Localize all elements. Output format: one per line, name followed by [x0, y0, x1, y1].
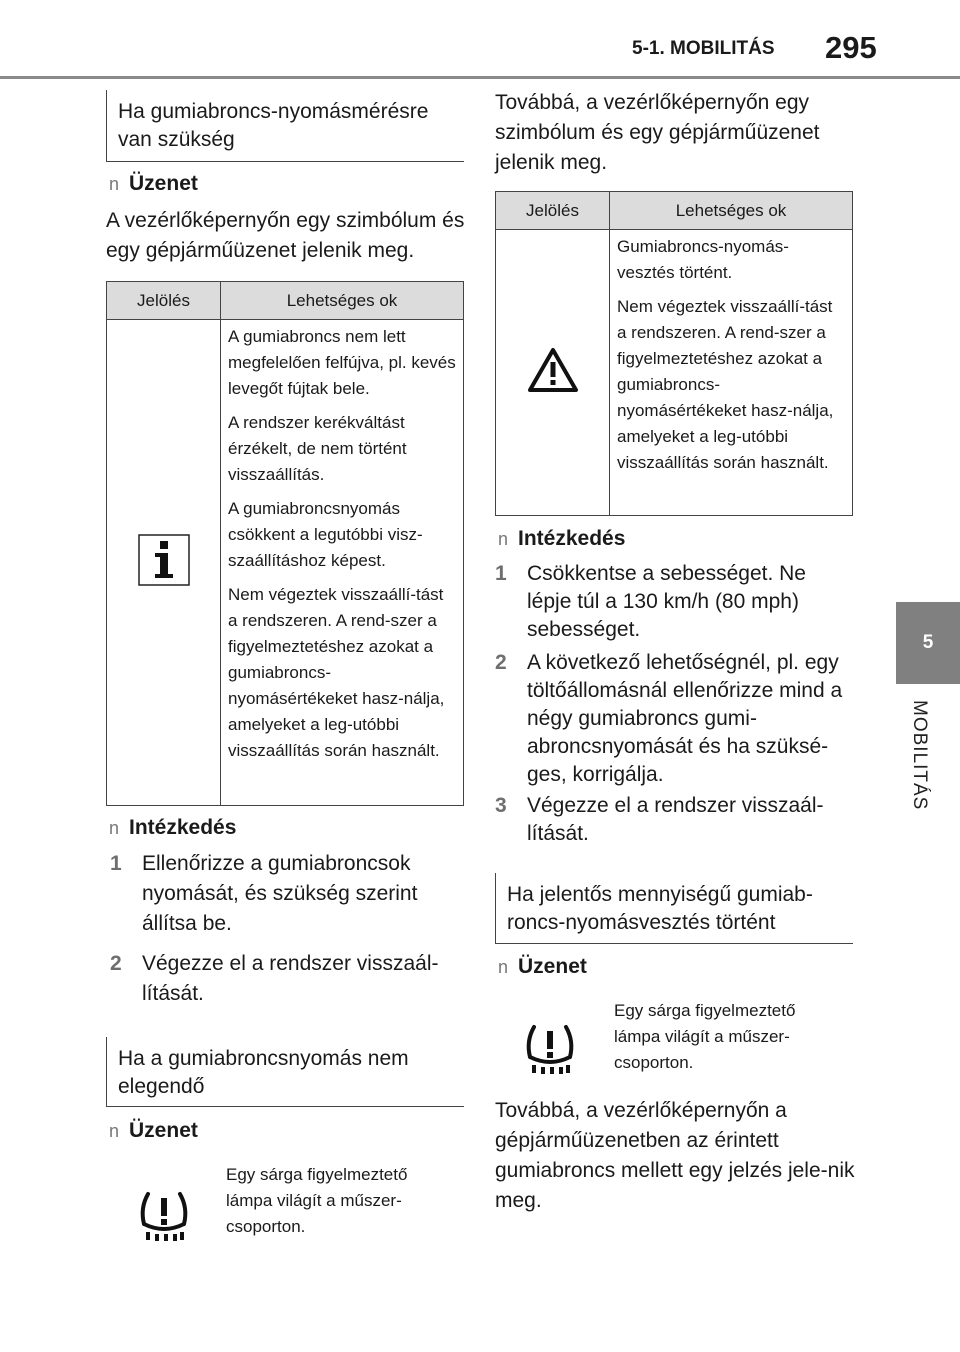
- reason-item: A gumiabroncs nem lett megfelelően felfújva, pl. kevés levegőt fújtak bele.: [228, 327, 456, 398]
- info-i-icon: [138, 534, 190, 586]
- intro-paragraph: A vezérlőképernyőn egy szimbólum és egy gépjárműüzenet jelenik meg.: [106, 209, 465, 262]
- section-heading-pressure-check: [106, 90, 464, 162]
- table-cell-reasons: [610, 230, 853, 516]
- table-header-symbol: Jelölés: [107, 282, 221, 320]
- action-label: [109, 816, 236, 840]
- table-header-symbol: Jelölés: [496, 192, 610, 230]
- table-cell-symbol: [496, 230, 610, 516]
- step-text: Ellenőrizze a gumiabroncsok nyomását, és szükség szerint állítsa be.: [142, 852, 418, 935]
- reason-item: Nem végeztek visszaállí-tást a rendszeren. A rend-szer a figyelmeztetéshez azokat a gumiabroncs-nyomásértékeket hasz-nálja, amelyeket a leg-utóbbi visszaállítás során használt.: [617, 297, 834, 472]
- page-number: 295: [825, 30, 877, 65]
- reason-table: [106, 281, 464, 806]
- step-item: [110, 849, 470, 939]
- chapter-label: MOBILITÁS: [909, 700, 930, 811]
- table-cell-reasons: [221, 320, 464, 806]
- step-number: 1: [495, 562, 507, 585]
- step-number: 1: [110, 852, 122, 875]
- message-label: [109, 172, 198, 196]
- reason-table: [495, 191, 853, 516]
- message-label-text: Üzenet: [129, 172, 198, 195]
- reason-item: A gumiabroncsnyomás csökkent a legutóbbi visz-szaállításhoz képest.: [228, 499, 423, 570]
- tire-pressure-warning-icon: [136, 1190, 192, 1242]
- action-label-text: Intézkedés: [518, 527, 626, 550]
- reason-item: Gumiabroncs-nyomás-vesztés történt.: [617, 237, 789, 282]
- lamp-description: Egy sárga figyelmeztető lámpa világít a műszer-csoporton.: [614, 1001, 796, 1072]
- chapter-tab: 5: [896, 602, 960, 684]
- step-item: [110, 949, 470, 1009]
- message-label: [109, 1119, 198, 1143]
- step-text: Végezze el a rendszer visszaál-lítását.: [527, 794, 824, 845]
- step-item: [495, 792, 855, 848]
- bullet-marker: n: [109, 818, 120, 838]
- bullet-marker: n: [109, 1121, 120, 1141]
- final-paragraph: Továbbá, a vezérlőképernyőn a gépjárműüzenetben az érintett gumiabroncs mellett egy jelzés jele-nik meg.: [495, 1099, 855, 1212]
- step-number: 3: [495, 794, 507, 817]
- tire-pressure-warning-icon: [522, 1023, 578, 1075]
- reason-item: A rendszer kerékváltást érzékelt, de nem történt visszaállítás.: [228, 413, 407, 484]
- lamp-description: Egy sárga figyelmeztető lámpa világít a műszer-csoporton.: [226, 1165, 408, 1236]
- heading-text: Ha gumiabroncs-nyomásmérésre van szükség: [118, 100, 429, 151]
- action-label-text: Intézkedés: [129, 816, 237, 839]
- message-label-text: Üzenet: [518, 955, 587, 978]
- step-text: Csökkentse a sebességet. Ne lépje túl a 130 km/h (80 mph) sebességet.: [527, 562, 806, 641]
- table-header-reason: Lehetséges ok: [221, 282, 464, 320]
- intro-paragraph: Továbbá, a vezérlőképernyőn egy szimbólum és egy gépjárműüzenet jelenik meg.: [495, 91, 820, 174]
- step-number: 2: [110, 952, 122, 975]
- message-label-text: Üzenet: [129, 1119, 198, 1142]
- header-divider: [0, 76, 960, 79]
- bullet-marker: n: [498, 529, 509, 549]
- table-cell-symbol: [107, 320, 221, 806]
- warning-triangle-icon: [527, 347, 579, 393]
- step-text: Végezze el a rendszer visszaál-lítását.: [142, 952, 439, 1005]
- heading-text: Ha a gumiabroncsnyomás nem elegendő: [118, 1047, 409, 1098]
- action-label: [498, 527, 625, 551]
- section-heading-low-pressure: [106, 1037, 464, 1107]
- heading-text: Ha jelentős mennyiségű gumiab-roncs-nyomásvesztés történt: [507, 883, 813, 934]
- bullet-marker: n: [109, 174, 120, 194]
- section-heading-major-loss: [495, 873, 853, 944]
- bullet-marker: n: [498, 957, 509, 977]
- section-title: 5-1. MOBILITÁS: [632, 38, 775, 59]
- message-label: [498, 955, 587, 979]
- step-text: A következő lehetőségnél, pl. egy töltőállomásnál ellenőrizze mind a négy gumiabroncs gumi-abroncsnyomását és ha szüksé-ges, korrigálja.: [527, 651, 843, 786]
- step-item: [495, 649, 855, 789]
- step-item: [495, 560, 855, 644]
- step-number: 2: [495, 651, 507, 674]
- reason-item: Nem végeztek visszaállí-tást a rendszeren. A rend-szer a figyelmeztetéshez azokat a gumiabroncs-nyomásértékeket hasz-nálja, amelyeket a leg-utóbbi visszaállítás során használt.: [228, 585, 445, 760]
- table-header-reason: Lehetséges ok: [610, 192, 853, 230]
